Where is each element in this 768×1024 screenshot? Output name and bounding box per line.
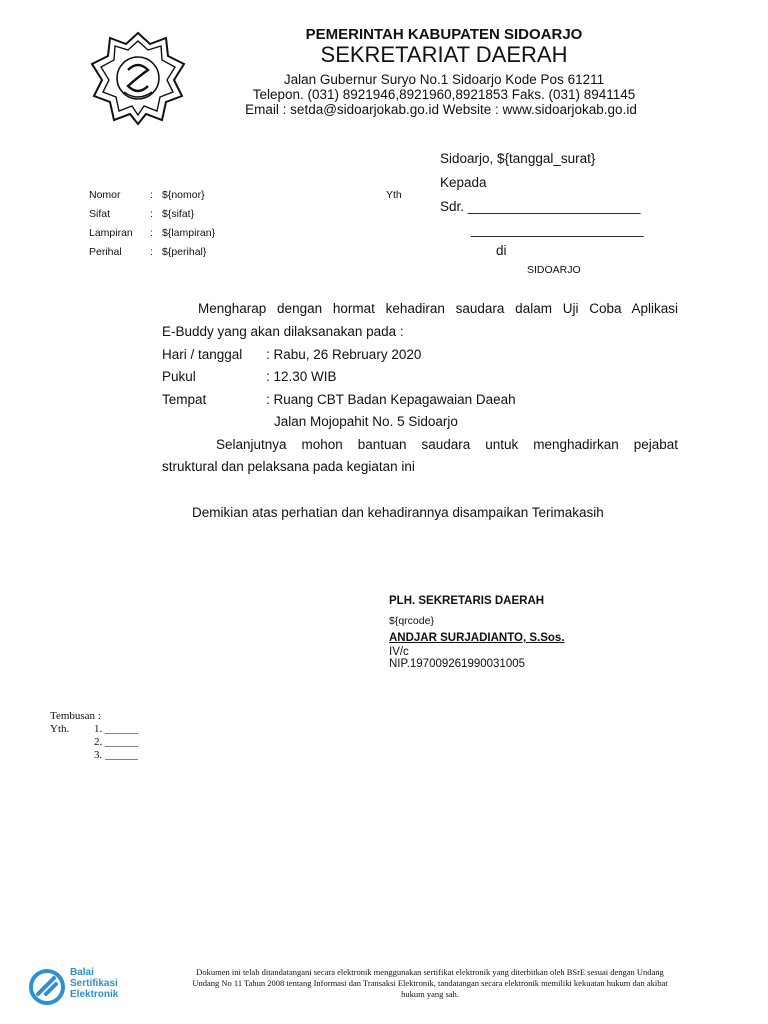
bsre-emblem-icon — [28, 968, 66, 1006]
body-paragraph-2-line-1: Selanjutnya mohon bantuan saudara untuk menghadirkan pejabat — [216, 437, 678, 452]
signatory-nip: NIP.197009261990031005 — [389, 658, 526, 670]
meta-label-perihal: Perihal — [89, 246, 122, 258]
meta-value-perihal: ${perihal} — [162, 246, 207, 258]
office-phone: Telepon. (031) 8921946,8921960,8921853 Faks. (031) 8941145 — [252, 87, 636, 102]
to-label: Kepada — [440, 175, 487, 190]
detail-label-day-date: Hari / tanggal — [162, 347, 243, 362]
recipient-name-line: Sdr. _______________________ — [440, 199, 641, 214]
qrcode-placeholder: ${qrcode} — [389, 615, 434, 627]
detail-place-address: Jalan Mojopahit No. 5 Sidoarjo — [274, 414, 458, 429]
meta-label-nomor: Nomor — [89, 189, 121, 201]
office-name: SEKRETARIAT DAERAH — [320, 42, 568, 67]
cc-item-1: 1. ______ — [94, 723, 138, 735]
body-paragraph-2-line-2: struktural dan pelaksana pada kegiatan ini — [162, 459, 415, 474]
signatory-name: ANDJAR SURJADIANTO, S.Sos. — [389, 632, 565, 644]
meta-value-lampiran: ${lampiran} — [162, 227, 216, 239]
bsre-text-line-3: Elektronik — [70, 989, 119, 1000]
footer-note-line-2: Undang No 11 Tahun 2008 tentang Informasi dan Transaksi Elektronik, tandatangan secara elektronik memiliki kekuatan hukum dan akibat — [192, 978, 668, 988]
body-paragraph-1-line-2: E-Buddy yang akan dilaksanakan pada : — [162, 324, 404, 339]
bsre-text-line-2: Sertifikasi — [70, 978, 118, 989]
bsre-text-line-1: Balai — [70, 967, 94, 978]
yth-label: Yth — [386, 189, 402, 201]
detail-label-time: Pukul — [162, 369, 196, 384]
meta-value-nomor: ${nomor} — [162, 189, 205, 201]
signatory-title: PLH. SEKRETARIS DAERAH — [389, 595, 545, 607]
cc-item-3: 3. ______ — [94, 749, 138, 761]
meta-sep-sifat: : — [150, 208, 153, 220]
meta-sep-perihal: : — [150, 246, 153, 258]
bsre-logo — [26, 964, 156, 1014]
detail-value-place: : Ruang CBT Badan Kepagawaian Daeah — [266, 392, 516, 407]
detail-value-day-date: : Rabu, 26 Rebruary 2020 — [266, 347, 422, 362]
recipient-blank-line: _______________________ — [471, 222, 644, 237]
meta-sep-lampiran: : — [150, 227, 153, 239]
cc-label: Tembusan : — [50, 710, 101, 722]
government-name: PEMERINTAH KABUPATEN SIDOARJO — [305, 26, 583, 43]
meta-label-sifat: Sifat — [89, 208, 111, 220]
office-contact: Email : setda@sidoarjokab.go.id Website : www.sidoarjokab.go.id — [245, 102, 637, 117]
meta-sep-nomor: : — [150, 189, 153, 201]
closing-line: Demikian atas perhatian dan kehadirannya disampaikan Terimakasih — [192, 505, 604, 520]
footer-note-line-1: Dokumen ini telah ditandatangani secara elektronik menggunakan sertifikat elektronik yang diterbitkan oleh BSrE sesuai dengan Undang — [196, 967, 664, 977]
body-paragraph-1-line-1: Mengharap dengan hormat kehadiran saudara dalam Uji Coba Aplikasi — [198, 301, 678, 316]
office-address: Jalan Gubernur Suryo No.1 Sidoarjo Kode Pos 61211 — [283, 72, 605, 87]
recipient-city: SIDOARJO — [527, 264, 581, 276]
cc-item-2: 2. ______ — [94, 736, 138, 748]
meta-label-lampiran: Lampiran — [89, 227, 133, 239]
regency-emblem-icon — [88, 30, 188, 126]
detail-label-place: Tempat — [162, 392, 207, 407]
cc-yth: Yth. — [50, 723, 70, 735]
footer-note-line-3: hukum yang sah. — [401, 989, 459, 999]
di-label: di — [496, 243, 507, 258]
meta-value-sifat: ${sifat} — [162, 208, 195, 220]
place-date: Sidoarjo, ${tanggal_surat} — [440, 151, 596, 166]
detail-value-time: : 12.30 WIB — [266, 369, 337, 384]
signatory-rank: IV/c — [389, 646, 409, 658]
